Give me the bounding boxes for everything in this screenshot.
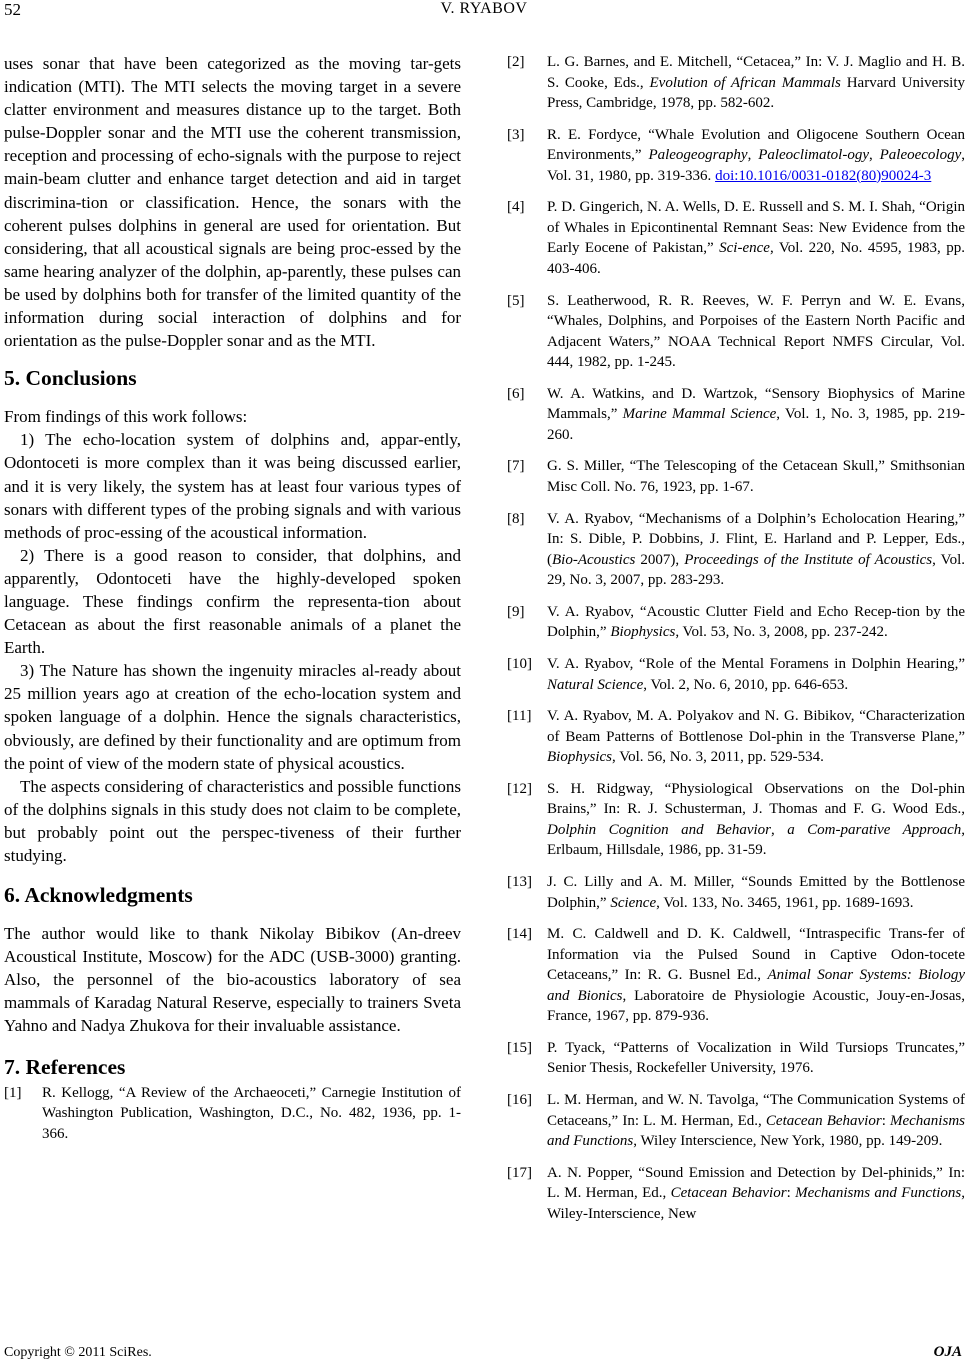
conclusion-item-1: 1) The echo-location system of dolphins and, appar-ently, Odontoceti is more complex than it was being discussed earlier, and it is very likely, the system has at least four various types of sonars with different types of the probing signals and with various methods of proc-essing of the acoustical information. xyxy=(4,430,461,542)
reference-number: [2] xyxy=(507,54,525,70)
reference-number: [15] xyxy=(507,1039,532,1056)
reference-number: [6] xyxy=(507,385,525,402)
reference-number: [11] xyxy=(507,708,532,725)
reference-italic: Paleoclimatol-ogy xyxy=(758,147,869,164)
reference-text: , Vol. 1, No. 3, 1985, pp. 219-260. xyxy=(547,406,965,443)
reference-number: [10] xyxy=(507,656,532,672)
reference-item xyxy=(507,384,965,446)
reference-item xyxy=(507,872,965,913)
references-list-left xyxy=(4,1083,461,1145)
reference-italic: Dolphin Cognition and Behavior xyxy=(547,821,771,838)
reference-text: , Vol. 29, No. 3, 2007, pp. 283-293. xyxy=(547,551,966,589)
reference-item xyxy=(507,291,965,373)
reference-number: [17] xyxy=(507,1164,532,1181)
reference-text: L. M. Herman, and W. N. Tavolga, “The Communication Systems of Cetaceans,” In: L. M. Herman, Ed., xyxy=(547,1092,965,1129)
reference-text: R. E. Fordyce, “Whale Evolution and Oligocene Southern Ocean Environments,” xyxy=(547,126,965,164)
reference-text: J. C. Lilly and A. M. Miller, “Sounds Emitted by the Bottlenose Dolphin,” xyxy=(547,874,965,911)
left-column xyxy=(4,52,461,1144)
reference-text: S. H. Ridgway, “Physiological Observations on the Dol-phin Brains,” In: R. J. Schusterman, J. Thomas and F. G. Wood Eds., xyxy=(547,780,965,818)
reference-text: , Vol. 220, No. 4595, 1983, pp. 403-406. xyxy=(547,240,965,277)
intro-paragraph: uses sonar that have been categorized as the moving tar-gets indication (MTI). The MTI selects the moving target in a severe clatter environment and measures distance up to the target. Both pulse-Doppler sonar and the MTI use the coherent transmission, reception and processing of echo-signals with the purpose to reject main-beam clutter and enhance target detection and aid in target discrimina-tion or classification. Hence, the sonars with the coherent pulses dolphins in general are used for orientation. But considering, that all acoustical signals are being proc-essed by the same hearing analyzer of the dolphin, ap-parently, these pulses can be used by dolphins both for transfer of the limited quantity of the information during social interaction of dolphins and for orientation as the pulse-Doppler sonar and as the MTI. xyxy=(4,54,461,351)
reference-italic: Biophysics xyxy=(547,749,612,766)
reference-item xyxy=(507,456,965,497)
reference-italic: Biophysics xyxy=(610,624,676,641)
reference-item xyxy=(507,1090,965,1152)
conclusions-heading: 5. Conclusions xyxy=(4,366,137,391)
reference-text: V. A. Ryabov, “Role of the Mental Foramens in Dolphin Hearing,” xyxy=(547,656,965,672)
reference-text: , Wiley Interscience, New York, 1980, pp. 149-209. xyxy=(633,1133,943,1150)
doi-link[interactable]: doi:10.1016/0031-0182(80)90024-3 xyxy=(715,167,932,184)
right-column xyxy=(507,52,965,1236)
reference-item xyxy=(507,509,965,591)
reference-text: S. Leatherwood, R. R. Reeves, W. F. Perryn and W. E. Evans, “Whales, Dolphins, and Porpoises of the Eastern North Pacific and Adjacent Waters,” NOAA Technical Report NMFS Circular, Vol. 444, 1982, pp. 1-245. xyxy=(547,292,965,371)
reference-number: [16] xyxy=(507,1092,532,1109)
reference-number: [8] xyxy=(507,510,525,527)
reference-item xyxy=(507,706,965,768)
reference-text: , Wiley-Interscience, New xyxy=(547,1185,965,1222)
reference-text: , Vol. 2, No. 6, 2010, pp. 646-653. xyxy=(643,676,849,693)
reference-text: L. G. Barnes, and E. Mitchell, “Cetacea,” In: V. J. Maglio and H. B. S. Cooke, Eds., xyxy=(547,54,965,91)
reference-italic: Natural Science xyxy=(547,676,644,693)
reference-number: [12] xyxy=(507,780,532,797)
reference-italic: Animal Sonar Systems: Biology and Bionics xyxy=(547,967,965,1004)
reference-text: , xyxy=(747,147,759,164)
reference-italic: Marine Mammal Science xyxy=(622,406,777,423)
reference-item xyxy=(4,1083,461,1145)
reference-text: 2007), xyxy=(635,551,685,568)
reference-text: Harvard University Press, Cambridge, 1978, pp. 582-602. xyxy=(547,74,965,111)
reference-item xyxy=(507,779,965,861)
reference-italic: Proceedings of the Institute of Acoustics xyxy=(684,551,933,568)
reference-text: M. C. Caldwell and D. K. Caldwell, “Intraspecific Trans-fer of Information via the Pulsed Sound in Captive Odon-tocete Cetaceans,” In: R. G. Busnel Ed., xyxy=(547,926,965,984)
reference-text: , Vol. 133, No. 3465, 1961, pp. 1689-1693. xyxy=(656,894,914,911)
reference-number: [13] xyxy=(507,874,532,891)
reference-text: W. A. Watkins, and D. Wartzok, “Sensory Biophysics of Marine Mammals,” xyxy=(547,385,965,423)
reference-item xyxy=(507,1163,965,1225)
reference-text: P. D. Gingerich, N. A. Wells, D. E. Russell and S. M. I. Shah, “Origin of Whales in Epicontinental Remnant Seas: New Evidence from the Early Eocene of Pakistan,” xyxy=(547,199,965,257)
reference-italic: Paleogeography xyxy=(648,147,748,164)
acknowledgments-heading: 6. Acknowledgments xyxy=(4,883,193,908)
reference-item xyxy=(507,654,965,695)
reference-text: : xyxy=(786,1185,796,1202)
reference-number: [4] xyxy=(507,199,525,216)
reference-number: [5] xyxy=(507,292,525,309)
references-list-right xyxy=(507,52,965,1224)
journal-abbrev: OJA xyxy=(933,1344,962,1360)
reference-number: [9] xyxy=(507,603,525,620)
reference-text: A. N. Popper, “Sound Emission and Detection by Del-phinids,” In: L. M. Herman, Ed., xyxy=(547,1164,965,1202)
references-heading: 7. References xyxy=(4,1054,126,1079)
reference-text: V. A. Ryabov, “Acoustic Clutter Field and Echo Recep-tion by the Dolphin,” xyxy=(547,603,965,641)
reference-italic: Cetacean Behavior xyxy=(765,1112,882,1129)
page-number: 52 xyxy=(4,0,21,19)
running-head: V. RYABOV xyxy=(440,0,528,17)
reference-number: [7] xyxy=(507,458,525,475)
reference-italic: Sci-ence xyxy=(719,240,770,257)
reference-number: [14] xyxy=(507,926,532,943)
reference-item xyxy=(507,924,965,1027)
reference-item xyxy=(507,125,965,187)
reference-text: G. S. Miller, “The Telescoping of the Cetacean Skull,” Smithsonian Misc Coll. No. 76, 1923, pp. 1-67. xyxy=(547,458,965,495)
reference-text: , Erlbaum, Hillsdale, 1986, pp. 31-59. xyxy=(547,821,965,859)
reference-item xyxy=(507,602,965,643)
copyright-footer: Copyright © 2011 SciRes. xyxy=(4,1345,152,1360)
reference-text: , Vol. 31, 1980, pp. 319-336. xyxy=(547,147,965,184)
reference-italic: Cetacean Behavior xyxy=(670,1185,787,1202)
reference-text: V. A. Ryabov, “Mechanisms of a Dolphin’s Echolocation Hearing,” In: S. Dible, P. Dobbins, J. Flint, E. Harland and P. Lepper, Eds., ( xyxy=(547,510,965,568)
reference-text: P. Tyack, “Patterns of Vocalization in Wild Tursiops Truncates,” Senior Thesis, Rockefeller University, 1976. xyxy=(547,1039,965,1077)
reference-text: : xyxy=(881,1112,890,1129)
acknowledgments-text: The author would like to thank Nikolay Bibikov (An-dreev Acoustical Institute, Moscow) for the ADC (USB-3000) granting. Also, the personnel of the bio-acoustics laboratory of sea mammals of Karadag Natural Reserve, especially to trainers Sveta Yahno and Nadya Zhukova for their invaluable assistance. xyxy=(4,924,461,1036)
conclusion-item-3: 3) The Nature has shown the ingenuity miracles al-ready about 25 million years ago at creation of the echo-location system and spoken language of a dolphin. Hence the signals characteristics, obviously, are defined by their functionality and are optimum from the point of view of the modern state of physical acoustics. xyxy=(4,661,461,773)
conclusions-intro: From findings of this work follows: xyxy=(4,407,248,427)
reference-text: , Vol. 56, No. 3, 2011, pp. 529-534. xyxy=(612,749,824,766)
reference-italic: Science xyxy=(610,894,657,911)
reference-italic: Mechanisms and Functions xyxy=(547,1112,965,1150)
reference-number: [3] xyxy=(507,126,525,143)
reference-text: , xyxy=(869,147,880,164)
reference-italic: a Com-parative Approach xyxy=(787,821,962,838)
reference-italic: Mechanisms and Functions xyxy=(795,1185,962,1202)
reference-item xyxy=(507,197,965,279)
reference-text: V. A. Ryabov, M. A. Polyakov and N. G. Bibikov, “Characterization of Beam Patterns of Bottlenose Dol-phin in the Transverse Plane,” xyxy=(547,708,965,745)
reference-text: , Laboratoire de Physiologie Acoustic, Jouy-en-Josas, France, 1967, pp. 879-936. xyxy=(547,987,965,1025)
conclusion-closing: The aspects considering of characteristics and possible functions of the dolphins signals in this study does not claim to be complete, but probably point out the perspec-tiveness of their further studying. xyxy=(4,776,461,865)
reference-number: [1] xyxy=(4,1084,22,1101)
reference-text: , xyxy=(771,821,788,838)
reference-item xyxy=(507,1038,965,1079)
reference-text: R. Kellogg, “A Review of the Archaeoceti,” Carnegie Institution of Washington Publication, Washington, D.C., No. 482, 1936, pp. 1-366. xyxy=(42,1084,461,1142)
reference-italic: Paleoecology xyxy=(879,147,962,164)
reference-italic: Bio-Acoustics xyxy=(552,551,636,568)
reference-text: , Vol. 53, No. 3, 2008, pp. 237-242. xyxy=(675,624,888,641)
reference-item xyxy=(507,52,965,114)
conclusion-item-2: 2) There is a good reason to consider, that dolphins, and apparently, Odontoceti have the highly-developed spoken language. These findings confirm the representa-tion about Cetacean as about the first reasonable animals of a planet the Earth. xyxy=(4,545,461,658)
reference-italic: Evolution of African Mammals xyxy=(649,74,841,91)
